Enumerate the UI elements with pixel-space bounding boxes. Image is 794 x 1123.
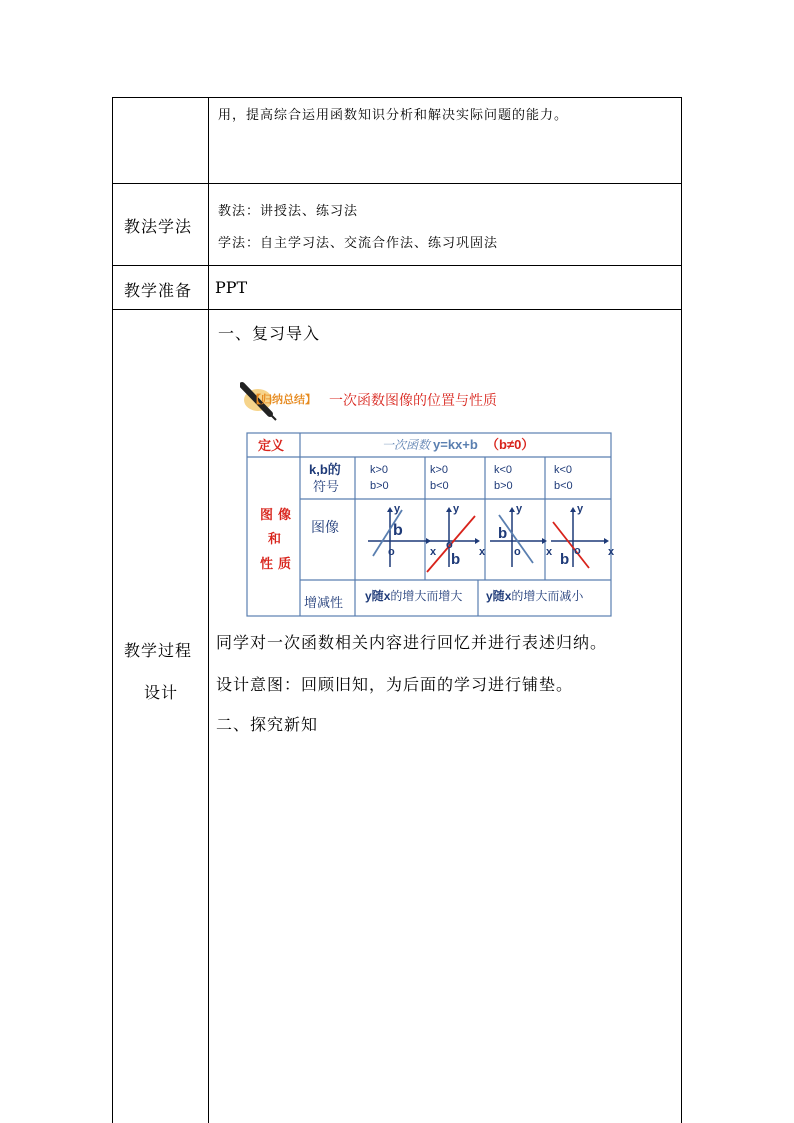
dec-prefix: y随	[486, 589, 505, 603]
row-divider-2	[112, 265, 682, 266]
case-4-k: k<0	[554, 464, 573, 476]
x-axis-label: x	[479, 546, 486, 558]
process-label-line2: 设计	[144, 683, 179, 702]
row-divider-1	[112, 183, 682, 184]
graph-case-3	[490, 503, 553, 567]
table-border-top	[112, 97, 682, 98]
figure-title: 一次函数图像的位置与性质	[329, 393, 497, 409]
monotonicity-label: 增减性	[304, 596, 344, 611]
origin-label: o	[574, 545, 581, 557]
intercept-label: b	[393, 522, 403, 539]
def-condition: （b≠0）	[486, 437, 535, 452]
intercept-label: b	[560, 551, 570, 568]
inc-text: 的增大而增大	[390, 589, 463, 603]
origin-label: o	[514, 546, 521, 558]
case-3-b: b>0	[494, 480, 513, 492]
row-divider-3	[112, 309, 682, 310]
side-label-3: 和	[268, 532, 282, 547]
x-arrow	[604, 538, 609, 544]
inc-x: x	[383, 589, 391, 603]
case-1-b: b>0	[370, 480, 389, 492]
y-axis-label: y	[394, 503, 401, 515]
def-formula: y=kx+b	[433, 437, 478, 452]
process-label-line1: 教学过程	[124, 641, 193, 660]
x-axis-label: x	[608, 546, 615, 558]
dec-x: x	[504, 589, 512, 603]
dec-text: 的增大而减小	[511, 589, 584, 603]
origin-label: o	[388, 546, 395, 558]
prep-value: PPT	[215, 278, 248, 297]
kb-label-line2: 符号	[313, 480, 340, 495]
review-text: 同学对一次函数相关内容进行回忆并进行表述归纳。	[216, 633, 608, 652]
def-label: 定义	[258, 439, 285, 454]
increasing-text	[365, 588, 462, 603]
y-axis-label: y	[516, 503, 523, 515]
case-2-k: k>0	[430, 464, 449, 476]
y-arrow	[570, 507, 576, 512]
case-3-k: k<0	[494, 464, 513, 476]
y-axis-label: y	[453, 503, 460, 515]
def-prefix: 一次函数	[382, 438, 431, 452]
side-label-4: 性	[260, 557, 274, 572]
y-arrow	[387, 507, 393, 512]
methods-label: 教法学法	[124, 217, 193, 236]
kb-label-line1: k,b的	[309, 462, 341, 477]
origin-label: o	[446, 539, 453, 551]
linear-function-summary-figure	[240, 378, 620, 622]
graph-case-1	[368, 503, 437, 567]
intercept-label: b	[498, 525, 508, 542]
graph-case-4	[551, 503, 615, 568]
function-line	[553, 522, 589, 568]
x-axis-label: x	[546, 546, 553, 558]
learning-method: 学法：自主学习法、交流合作法、练习巩固法	[218, 236, 499, 251]
table-column-divider	[208, 97, 209, 1123]
graph-case-2	[427, 503, 486, 572]
intercept-label: b	[451, 551, 461, 568]
section-heading-explore: 二、探究新知	[216, 715, 319, 734]
teaching-method: 教法：讲授法、练习法	[218, 204, 359, 219]
side-label-2: 像	[278, 508, 292, 523]
side-label-1: 图	[260, 508, 274, 523]
graph-label: 图像	[311, 520, 339, 536]
table-border-right	[681, 97, 682, 1123]
inc-prefix: y随	[365, 589, 384, 603]
y-arrow	[509, 507, 515, 512]
design-intent: 设计意图：回顾旧知，为后面的学习进行铺垫。	[216, 675, 574, 694]
case-4-b: b<0	[554, 480, 573, 492]
side-label-5: 质	[278, 557, 292, 572]
case-1-k: k>0	[370, 464, 389, 476]
decreasing-text	[486, 588, 584, 603]
case-2-b: b<0	[430, 480, 449, 492]
x-axis-label: x	[430, 546, 437, 558]
y-axis-label: y	[577, 503, 584, 515]
section-heading-review: 一、复习导入	[218, 324, 321, 343]
figure-tag: 【归纳总结】	[250, 394, 316, 406]
prep-label: 教学准备	[124, 281, 193, 300]
y-arrow	[446, 507, 452, 512]
objective-continuation: 用，提高综合运用函数知识分析和解决实际问题的能力。	[218, 108, 569, 123]
x-arrow	[475, 538, 480, 544]
table-border-left	[112, 97, 113, 1123]
